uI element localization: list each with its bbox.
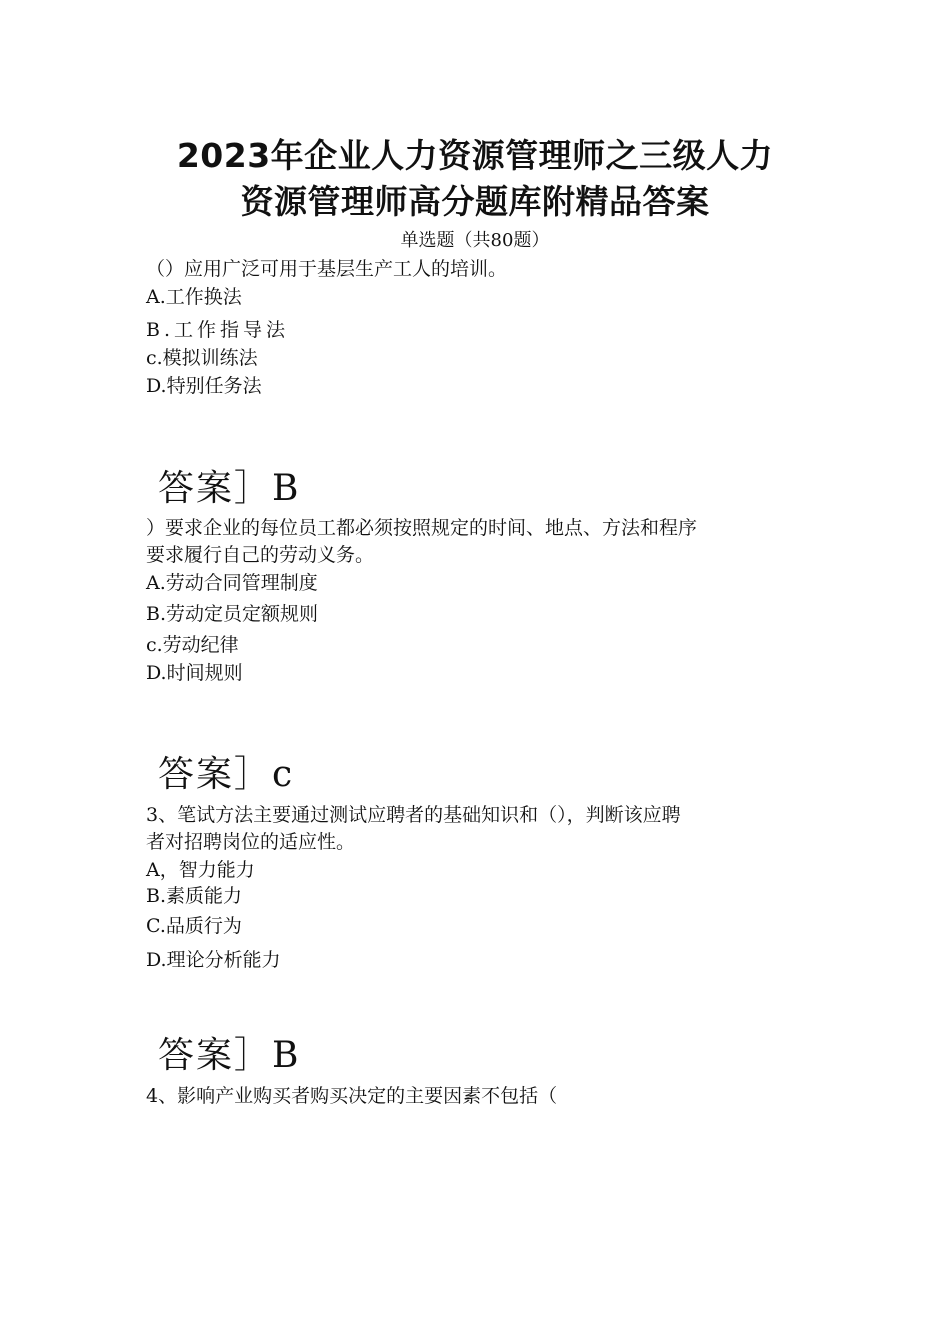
question-2-option-c: c.劳动纪律 [146,634,239,656]
question-3-stem-line-1: 3、笔试方法主要通过测试应聘者的基础知识和（），判断该应聘 [146,804,681,826]
question-1-option-b: B.工作指导法 [146,319,290,341]
question-2-answer: 答案］c [158,754,295,795]
question-1-option-c: c.模拟训练法 [146,347,258,369]
question-3-stem-line-2: 者对招聘岗位的适应性。 [146,831,356,853]
question-3-option-a: A，智力能力 [146,859,255,881]
document-title-line-2: 资源管理师高分题库附精品答案 [240,182,710,221]
question-1-answer: 答案］B [158,468,301,509]
section-label: 单选题（共80题） [400,230,550,251]
document-title-line-1: 2023年企业人力资源管理师之三级人力 [176,136,774,175]
question-3-option-c: C.品质行为 [146,915,242,937]
question-1-option-a: A.工作换法 [146,286,242,308]
question-2-option-d: D.时间规则 [146,662,243,684]
question-2-stem-line-2: 要求履行自己的劳动义务。 [146,544,375,566]
question-2-option-b: B.劳动定员定额规则 [146,603,319,625]
question-2-stem-line-1: ）要求企业的每位员工都必须按照规定的时间、地点、方法和程序 [146,517,698,539]
question-1-stem: （）应用广泛可用于基层生产工人的培训。 [146,258,508,280]
question-3-option-d: D.理论分析能力 [146,949,281,971]
question-3-option-b: B.素质能力 [146,885,243,907]
question-4-stem: 4、影响产业购买者购买决定的主要因素不包括（ [146,1085,558,1107]
question-3-answer: 答案］B [158,1035,301,1076]
question-2-option-a: A.劳动合同管理制度 [146,572,318,594]
question-1-option-d: D.特别任务法 [146,375,262,397]
